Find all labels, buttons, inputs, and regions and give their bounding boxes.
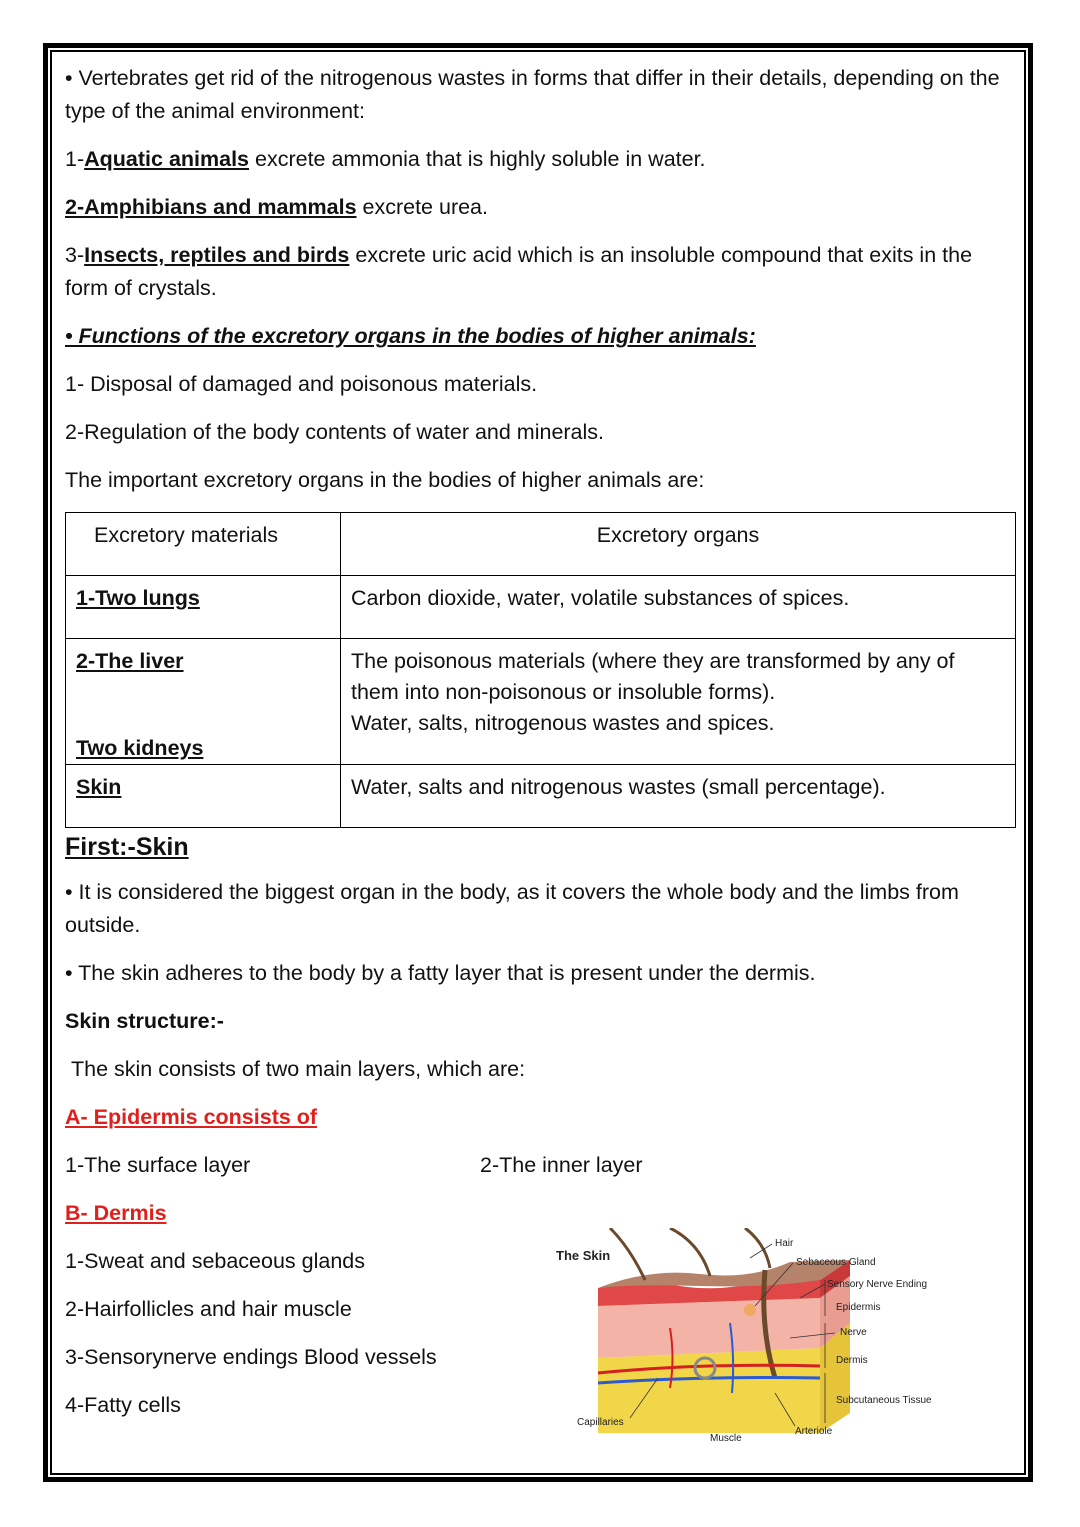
table-cell-organ: 2-The liver bbox=[76, 649, 184, 673]
table-row bbox=[66, 576, 1016, 639]
label-sebaceous: Sebaceous Gland bbox=[796, 1257, 876, 1268]
functions-lead: The important excretory organs in the bodies of higher animals are: bbox=[65, 468, 705, 492]
dermis-item-3: 3-Sensorynerve endings Blood vessels bbox=[65, 1345, 437, 1369]
table-header-row bbox=[66, 513, 1016, 576]
table-header-materials: Excretory materials bbox=[66, 513, 341, 576]
skin-section-title: First:-Skin bbox=[65, 833, 189, 861]
sebaceous-gland bbox=[744, 1304, 756, 1316]
epidermis-item-1: 1-The surface layer bbox=[65, 1153, 251, 1177]
functions-heading: • Functions of the excretory organs in the bodies of higher animals: bbox=[65, 324, 756, 348]
table-cell-material: Water, salts and nitrogenous wastes (small percentage). bbox=[341, 765, 1016, 828]
table-cell-material: Carbon dioxide, water, volatile substances of spices. bbox=[341, 576, 1016, 639]
label-capillaries: Capillaries bbox=[577, 1417, 624, 1428]
excretory-table bbox=[65, 512, 1016, 828]
figure-title: The Skin bbox=[556, 1248, 611, 1263]
hair-strand bbox=[670, 1228, 710, 1276]
dermis-heading: B- Dermis bbox=[65, 1201, 167, 1225]
table-cell-organ: Skin bbox=[76, 775, 122, 799]
skin-diagram bbox=[550, 1228, 970, 1443]
table-cell-material-2: Water, salts, nitrogenous wastes and spices. bbox=[351, 711, 775, 735]
functions-item-2: 2-Regulation of the body contents of water and minerals. bbox=[65, 420, 605, 444]
label-dermis: Dermis bbox=[836, 1355, 868, 1366]
label-hair: Hair bbox=[775, 1238, 794, 1249]
epidermis-item-2: 2-The inner layer bbox=[480, 1153, 643, 1177]
table-cell-organ: 1-Two lungs bbox=[76, 586, 200, 610]
skin-structure-heading: Skin structure:- bbox=[65, 1009, 224, 1033]
intro-paragraph: • Vertebrates get rid of the nitrogenous wastes in forms that differ in their details, depending on the type of the animal environment: bbox=[65, 66, 1000, 123]
table-cell-organ-2: Two kidneys bbox=[76, 736, 204, 760]
label-muscle: Muscle bbox=[710, 1433, 742, 1443]
epidermis-items bbox=[65, 1149, 1015, 1182]
table-header-organs: Excretory organs bbox=[341, 513, 1016, 576]
hair-strand bbox=[610, 1228, 645, 1280]
label-subcutaneous: Subcutaneous Tissue bbox=[836, 1395, 932, 1406]
subcutaneous-layer bbox=[598, 1348, 820, 1433]
dermis-item-2: 2-Hairfollicles and hair muscle bbox=[65, 1297, 352, 1321]
skin-bullet-2: • The skin adheres to the body by a fatty layer that is present under the dermis. bbox=[65, 961, 816, 985]
epidermis-heading: A- Epidermis consists of bbox=[65, 1105, 318, 1129]
skin-structure-lead: The skin consists of two main layers, which are: bbox=[71, 1057, 526, 1081]
table-cell-material: The poisonous materials (where they are transformed by any of them into non-poisonous or insoluble forms). bbox=[351, 649, 955, 704]
functions-item-1: 1- Disposal of damaged and poisonous materials. bbox=[65, 372, 538, 396]
dermis-layer bbox=[598, 1298, 820, 1358]
intro-item-3: 3-Insects, reptiles and birds excrete uric acid which is an insoluble compound that exits in the form of crystals. bbox=[65, 243, 973, 300]
dermis-item-4: 4-Fatty cells bbox=[65, 1393, 181, 1417]
intro-item-2: 2-Amphibians and mammals excrete urea. bbox=[65, 195, 488, 219]
label-arteriole: Arteriole bbox=[795, 1426, 833, 1437]
intro-item-1: 1-Aquatic animals excrete ammonia that is highly soluble in water. bbox=[65, 147, 706, 171]
skin-bullet-1: • It is considered the biggest organ in the body, as it covers the whole body and the limbs from outside. bbox=[65, 880, 959, 937]
table-row bbox=[66, 765, 1016, 828]
label-epidermis: Epidermis bbox=[836, 1302, 881, 1313]
table-row bbox=[66, 639, 1016, 765]
label-nerve: Nerve bbox=[840, 1327, 867, 1338]
label-sensory: Sensory Nerve Ending bbox=[827, 1279, 928, 1290]
dermis-item-1: 1-Sweat and sebaceous glands bbox=[65, 1249, 366, 1273]
